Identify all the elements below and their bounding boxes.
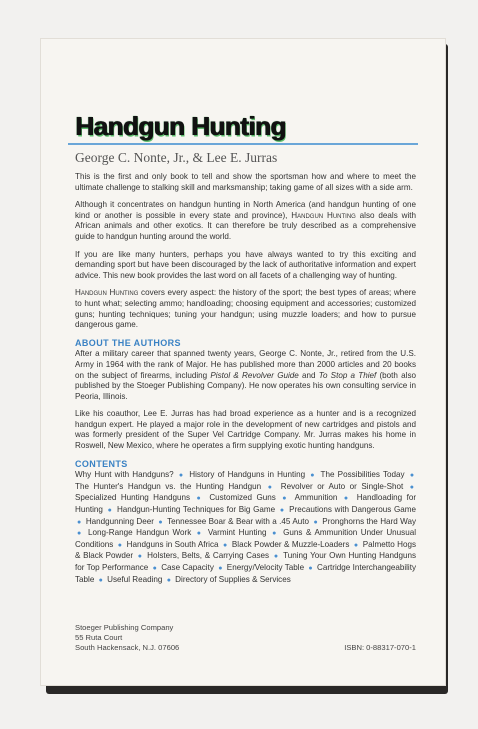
contents-item: Handguns in South Africa — [126, 539, 219, 549]
about-text: (both also published by the Stoeger Publishing Company). He now operates his own consulting service in Peoria, Illinois. — [75, 370, 417, 401]
book-title-inline: Handgun Hunting — [291, 210, 356, 220]
publisher-city: South Hackensack, N.J. 07606 — [75, 643, 180, 652]
contents-item: Handgun-Hunting Techniques for Big Game — [116, 505, 276, 515]
contents-item: Varmint Hunting — [207, 528, 267, 538]
contents-item: Handgunning Deer — [85, 516, 154, 526]
blurb-paragraph-4 — [75, 288, 416, 330]
isbn: ISBN: 0-88317-070-1 — [344, 643, 416, 652]
contents-item: The Possibilities Today — [320, 470, 405, 480]
title-rule — [68, 143, 418, 145]
bullet-icon: ● — [77, 530, 83, 538]
about-text: and — [298, 370, 319, 380]
book-title: Handgun Hunting — [75, 111, 286, 141]
bullet-icon: ● — [77, 518, 82, 526]
bullet-icon: ● — [273, 553, 279, 561]
contents-item: Energy/Velocity Table — [226, 563, 305, 572]
bullet-icon: ● — [218, 565, 223, 572]
contents-item: Black Powder & Muzzle-Loaders — [231, 539, 350, 549]
author-line: George C. Nonte, Jr., & Lee E. Jurras — [75, 150, 278, 165]
bullet-icon: ● — [310, 472, 316, 480]
bullet-icon: ● — [98, 576, 103, 584]
about-authors-heading: ABOUT THE AUTHORS — [75, 337, 181, 348]
bullet-icon: ● — [117, 541, 123, 549]
bullet-icon: ● — [166, 576, 171, 584]
bullet-icon: ● — [152, 565, 157, 572]
bullet-icon: ● — [222, 541, 228, 549]
contents-item: Tennessee Boar & Bear with a .45 Auto — [167, 516, 310, 526]
blurb-text: also deals with African animals and other exotics. It can therefore be truly described as a comprehensive guide to handgun hunting around the world. — [75, 210, 416, 241]
contents-item: Precautions with Dangerous Game — [289, 505, 416, 515]
bullet-icon: ● — [279, 507, 285, 515]
contents-item: Ammunition — [294, 493, 338, 503]
contents-item: The Hunter's Handgun vs. the Hunting Handgun — [75, 481, 262, 491]
contents-item: Tuning Your Own Hunting Handguns for Top Performance — [75, 551, 416, 572]
bullet-icon: ● — [137, 553, 143, 561]
book-title-inline: Handgun Hunting — [75, 288, 139, 298]
contents-item: Long-Range Handgun Work — [88, 528, 192, 538]
book-reference: Pistol & Revolver Guide — [210, 370, 299, 380]
blurb-paragraph-1: This is the first and only book to tell and show the sportsman how and where to meet the ultimate challenge to stalking skill and marksmanship; taking game of all sizes with a side arm. — [75, 172, 416, 192]
book-reference: To Stop a Thief — [318, 370, 377, 380]
contents-item: Handloading for Hunting — [75, 493, 417, 515]
about-paragraph-2: Like his coauthor, Lee E. Jurras has had broad experience as a hunter and is a recognized handgun expert. He played a major role in the development of new cartridges and pistols and was formerly president of the Super Vel Cartridge Company. Mr. Jurras makes his home in Roswell, New Mexico, where he operates a firm supplying exotic hunting handguns. — [75, 409, 416, 451]
bullet-icon: ● — [196, 530, 203, 538]
contents-item: Revolver or Auto or Single-Shot — [280, 481, 404, 491]
contents-list — [75, 470, 416, 586]
blurb — [75, 172, 416, 593]
bullet-icon: ● — [267, 483, 275, 491]
bullet-icon: ● — [196, 495, 203, 503]
blurb-text: Although it concentrates on handgun hunting in North America (and handgun hunting of one kind or another is possible in every state and province), — [75, 200, 416, 220]
publisher-address — [75, 623, 179, 653]
about-text: After a military career that spanned twenty years, George C. Nonte, Jr., retired from the U.S. Army in 1964 with the rank of Major. He has published more than 2000 articles and 20 books on the subject of firearms, including — [75, 349, 416, 380]
blurb-text: covers every aspect: the history of the sport; the best types of areas; where to hunt what; selecting ammo; handloading; choosing equipment and accessories; customized guns; hunting techniques; tuning your handgun; using muzzle loaders; and how to pursue dangerous game. — [75, 288, 416, 330]
bullet-icon: ● — [409, 472, 415, 480]
contents-item: Useful Reading — [107, 574, 163, 584]
contents-item: Why Hunt with Handguns? — [75, 470, 174, 480]
bullet-icon: ● — [353, 541, 359, 549]
blurb-paragraph-2 — [75, 200, 416, 242]
bullet-icon: ● — [107, 507, 113, 515]
bullet-icon: ● — [178, 472, 185, 480]
blurb-paragraph-3: If you are like many hunters, perhaps you have always wanted to try this exciting and demanding sport but have been discouraged by the lack of authoritative information and expert advice. This new book provides the last word on all facets of a challenging way of hunting. — [75, 249, 416, 280]
publisher-street: 55 Ruta Court — [75, 633, 123, 642]
bullet-icon: ● — [409, 483, 415, 491]
bullet-icon: ● — [343, 495, 351, 503]
contents-item: Case Capacity — [161, 563, 214, 572]
contents-item: Directory of Supplies & Services — [175, 574, 291, 584]
contents-item: Pronghorns the Hard Way — [322, 516, 417, 526]
bullet-icon: ● — [272, 530, 278, 538]
contents-item: Guns & Ammunition Under Unusual Conditions — [75, 528, 417, 549]
contents-item: Cartridge Interchangeability Table — [75, 563, 417, 584]
bullet-icon: ● — [282, 495, 289, 503]
publisher-name: Stoeger Publishing Company — [75, 623, 174, 632]
about-paragraph-1 — [75, 349, 416, 402]
contents-heading: CONTENTS — [75, 458, 128, 469]
contents-item: Specialized Hunting Handguns — [75, 493, 191, 503]
bullet-icon: ● — [313, 518, 318, 526]
book-back-cover — [40, 38, 446, 686]
contents-item: Customized Guns — [209, 493, 276, 503]
bullet-icon: ● — [158, 518, 163, 526]
contents-item: Holsters, Belts, & Carrying Cases — [147, 551, 270, 561]
contents-item: History of Handguns in Hunting — [189, 470, 306, 480]
contents-item: Palmetto Hogs & Black Powder — [75, 539, 417, 561]
bullet-icon: ● — [308, 565, 313, 572]
